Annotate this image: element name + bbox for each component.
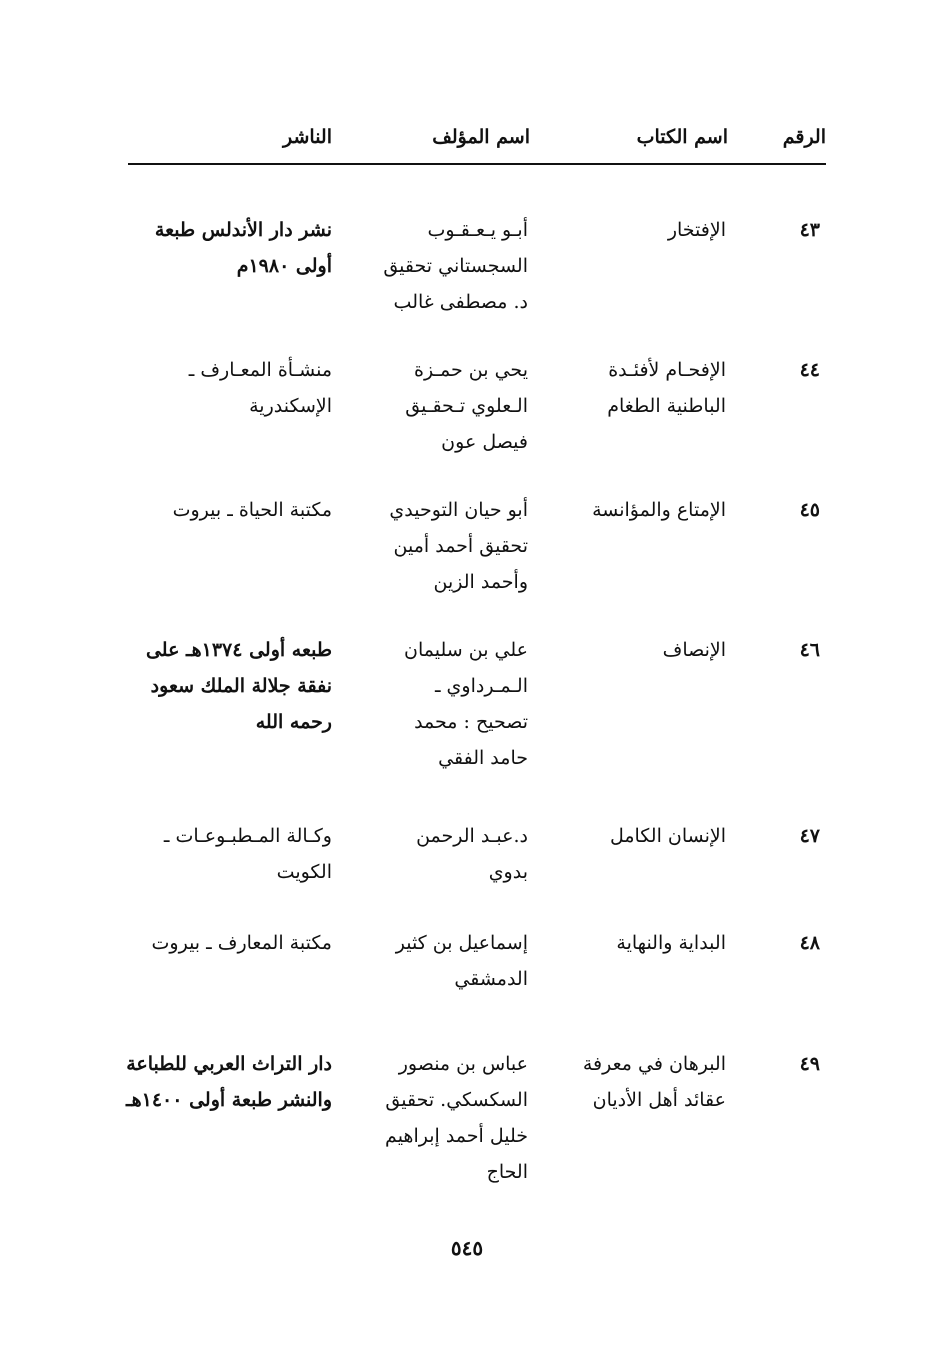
- header-rule: [128, 163, 826, 165]
- title-line: الباطنية الطغام: [607, 395, 726, 417]
- author-line: وأحمد الزين: [433, 571, 528, 593]
- author-line: حامد الفقي: [438, 747, 528, 769]
- title-line: الإمتاع والمؤانسة: [592, 499, 726, 521]
- author-line: الحاج: [486, 1161, 528, 1183]
- author-line: أبو حيان التوحيدي: [389, 499, 528, 521]
- publisher-line: نشر دار الأندلس طبعة: [154, 219, 332, 241]
- title-line: الإفحـام لأفئـدة: [608, 359, 726, 381]
- publisher: [126, 925, 332, 961]
- book-title: [551, 925, 726, 961]
- title-line: البرهان في معرفة: [582, 1053, 726, 1075]
- author-line: بدوي: [488, 861, 528, 883]
- author-name: [368, 632, 528, 776]
- publisher: [126, 632, 332, 740]
- author-line: تصحيح : محمد: [414, 711, 528, 733]
- row-number: ٤٥: [799, 499, 820, 521]
- author-name: [368, 925, 528, 997]
- book-title: [551, 632, 726, 668]
- title-line: الإنسان الكامل: [609, 825, 726, 847]
- author-line: تحقيق أحمد أمين: [393, 535, 528, 557]
- publisher-line: والنشر طبعة أولى ١٤٠٠هـ: [126, 1089, 332, 1111]
- author-name: [368, 352, 528, 460]
- row-number: ٤٦: [799, 639, 820, 661]
- publisher-line: وكـالة المـطبـوعـات ـ: [163, 825, 332, 847]
- book-title: [551, 212, 726, 248]
- publisher-line: الكويت: [276, 861, 332, 883]
- author-line: الدمشقي: [454, 968, 528, 990]
- row-number: ٤٩: [799, 1053, 820, 1075]
- publisher-line: مكتبة الحياة ـ بيروت: [172, 499, 332, 521]
- author-line: يحي بن حمـزة: [414, 359, 528, 381]
- author-line: السكسكي. تحقيق: [385, 1089, 528, 1111]
- publisher: [126, 492, 332, 528]
- publisher-line: الإسكندرية: [249, 395, 332, 417]
- page-number: ٥٤٥: [450, 1236, 484, 1260]
- book-title: [551, 352, 726, 424]
- header-number: الرقم: [782, 126, 826, 148]
- author-name: [368, 818, 528, 890]
- table-header: [128, 126, 826, 156]
- row-number: ٤٧: [799, 825, 820, 847]
- publisher-line: نفقة جلالة الملك سعود: [150, 675, 332, 697]
- author-line: د. مصطفى غالب: [393, 291, 528, 313]
- author-line: الـمـرداوي ـ: [434, 675, 528, 697]
- publisher-line: طبعه أولى ١٣٧٤هـ على: [145, 639, 332, 661]
- publisher-line: أولى ١٩٨٠م: [236, 255, 332, 277]
- author-name: [368, 1046, 528, 1190]
- row-number: ٤٤: [799, 359, 820, 381]
- author-line: فيصل عون: [441, 431, 528, 453]
- publisher: [126, 818, 332, 890]
- book-title: [551, 1046, 726, 1118]
- publisher-line: مكتبة المعارف ـ بيروت: [151, 932, 332, 954]
- row-number: ٤٨: [799, 932, 820, 954]
- publisher-line: دار التراث العربي للطباعة: [126, 1053, 332, 1075]
- row-number: ٤٣: [799, 219, 820, 241]
- header-publisher: الناشر: [283, 126, 332, 148]
- title-line: الإنصاف: [662, 639, 726, 661]
- author-line: عباس بن منصور: [398, 1053, 528, 1075]
- author-line: الـعلوي تـحقـيق: [405, 395, 528, 417]
- header-author-name: اسم المؤلف: [432, 126, 530, 148]
- header-book-title: اسم الكتاب: [636, 126, 728, 148]
- author-line: علي بن سليمان: [404, 639, 528, 661]
- author-line: إسماعيل بن كثير: [395, 932, 528, 954]
- publisher-line: منشـأة المعـارف ـ: [188, 359, 332, 381]
- title-line: عقائد أهل الأديان: [592, 1089, 726, 1111]
- title-line: البداية والنهاية: [616, 932, 726, 954]
- publisher: [126, 212, 332, 284]
- title-line: الإفتخار: [667, 219, 726, 241]
- author-name: [368, 492, 528, 600]
- author-line: السجستاني تحقيق: [383, 255, 528, 277]
- publisher: [126, 1046, 332, 1118]
- publisher-line: رحمه الله: [255, 711, 332, 733]
- publisher: [126, 352, 332, 424]
- book-title: [551, 818, 726, 854]
- book-title: [551, 492, 726, 528]
- author-line: د.عبـد الرحمن: [416, 825, 528, 847]
- author-line: خليل أحمد إبراهيم: [385, 1125, 528, 1147]
- author-line: أبـو يـعـقـوب: [427, 219, 528, 241]
- author-name: [368, 212, 528, 320]
